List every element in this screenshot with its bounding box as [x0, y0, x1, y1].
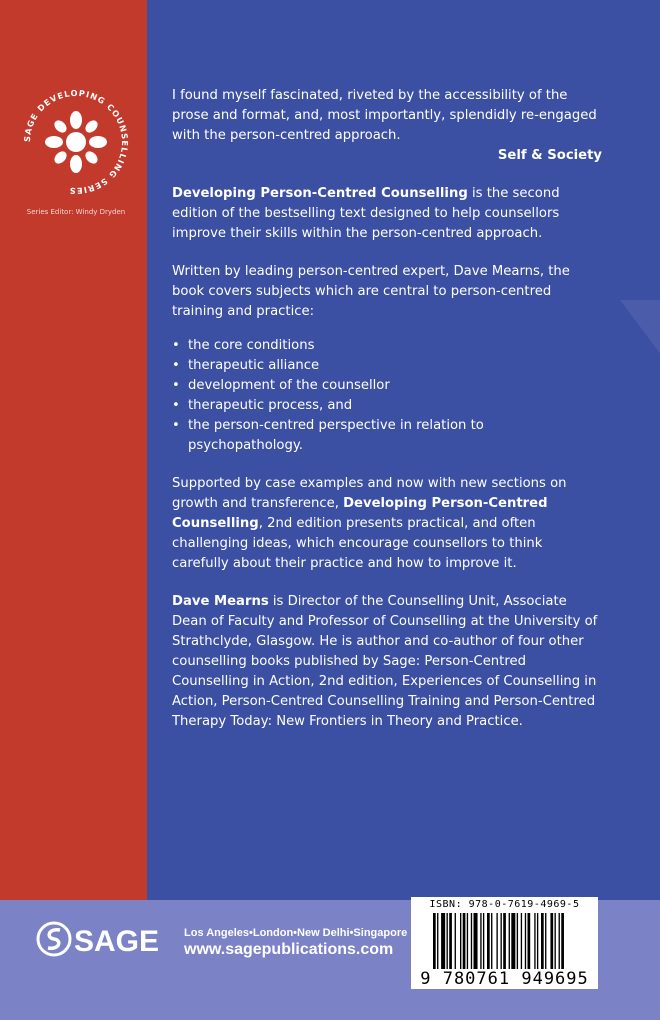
- intro-paragraph: [172, 184, 602, 244]
- barcode-bar: [555, 913, 556, 969]
- publisher-info: [184, 926, 407, 960]
- red-side-strip: [0, 0, 147, 900]
- barcode-bar: [474, 913, 478, 969]
- barcode-bar: [561, 913, 564, 969]
- publisher-website[interactable]: www.sagepublications.com: [184, 941, 394, 958]
- barcode-bar: [537, 913, 538, 969]
- barcode-bar: [463, 913, 466, 969]
- barcode-bar: [541, 913, 544, 969]
- review-source: Self & Society: [497, 148, 602, 163]
- series-circle-text: SAGE DEVELOPING COUNSELLING SERIES: [21, 87, 131, 197]
- barcode-bar: [491, 913, 492, 969]
- barcode-bar: [447, 913, 448, 969]
- decorative-wedge: [620, 300, 660, 380]
- list-item: • the person-centred perspective in relation to psychopathology.: [172, 418, 484, 453]
- barcode-bar: [525, 913, 526, 969]
- barcode-bar: [501, 913, 502, 969]
- bullet-icon: •: [172, 338, 180, 353]
- barcode-bar: [460, 913, 461, 969]
- barcode-bar: [528, 913, 531, 969]
- barcode-bar: [509, 913, 510, 969]
- subjects-list: [172, 336, 602, 456]
- barcode-bar: [449, 913, 452, 969]
- barcode-bar: [503, 913, 506, 969]
- barcode-bar: [559, 913, 560, 969]
- intro-text: is the second edition of the bestselling text designed to help counsellors improve their skills within the person-centred approach.: [172, 186, 560, 241]
- barcode-bar: [517, 913, 518, 969]
- sage-logo-text: SAGE: [74, 925, 160, 958]
- list-item: • therapeutic alliance: [172, 356, 602, 376]
- author-bio: Dave Mearns is Director of the Counselling Unit, Associate Dean of Faculty and Professor of Counselling at the University of Strathclyde, Glasgow. He is author and co-author of four other counselling books published by Sage: Person-Centred Counselling in Action, 2nd edition, Experiences of Counselling in Action, Person-Centred Counselling Training and Person-Centred Therapy Today: New Frontiers in Theory and Practice.: [172, 594, 598, 729]
- isbn-label: ISBN: 978-0-7619-4969-5: [429, 899, 580, 910]
- bullet-icon: •: [172, 418, 180, 433]
- list-item: • development of the counsellor: [172, 376, 602, 396]
- intro-book-title: Developing Person-Centred Counselling: [172, 186, 468, 201]
- barcode-bar: [550, 913, 553, 969]
- sage-logo: [36, 920, 166, 960]
- barcode-bar: [437, 913, 438, 969]
- back-cover-text: [172, 86, 602, 732]
- barcode-bar: [433, 913, 436, 969]
- ean-number: 9 780761 949695: [420, 969, 589, 989]
- list-item: • therapeutic process, and: [172, 396, 602, 416]
- bullet-icon: •: [172, 378, 180, 393]
- supported-book-title: Developing Person-Centred Counselling: [172, 496, 548, 531]
- barcode-bar: [521, 913, 522, 969]
- supported-paragraph: Supported by case examples and now with new sections on growth and transference, Developing Person-Centred Counselling, 2nd edition presents practical, and often challenging ideas, which encourage counsellors to think carefully about their practice and how to improve it.: [172, 476, 567, 571]
- series-emblem-icon: [20, 78, 132, 206]
- series-editor: Series Editor: Windy Dryden: [26, 208, 126, 216]
- barcode-bar: [471, 913, 472, 969]
- barcode-bar: [511, 913, 515, 969]
- bullet-icon: •: [172, 398, 180, 413]
- subjects-intro: Written by leading person-centred expert, Dave Mearns, the book covers subjects which are central to person-centred training and practice:: [172, 264, 570, 319]
- barcode-bar: [467, 913, 468, 969]
- barcode-box: [411, 897, 598, 989]
- review-quote: I found myself fascinated, riveted by the accessibility of the prose and format, and, most importantly, splendidly re-engaged with the person-centred approach.: [172, 88, 597, 143]
- author-name: Dave Mearns: [172, 594, 269, 609]
- barcode-bar: [545, 913, 546, 969]
- series-logo: [20, 78, 132, 228]
- barcode-bar: [455, 913, 456, 969]
- barcode-bar: [480, 913, 481, 969]
- barcode-bar: [496, 913, 497, 969]
- barcode-bar: [483, 913, 484, 969]
- publisher-cities: Los Angeles•London•New Delhi•Singapore: [184, 927, 408, 939]
- barcode-bar: [487, 913, 490, 969]
- barcode-bar: [441, 913, 445, 969]
- bullet-icon: •: [172, 358, 180, 373]
- list-item: • the core conditions: [172, 336, 602, 356]
- barcode-bar: [534, 913, 535, 969]
